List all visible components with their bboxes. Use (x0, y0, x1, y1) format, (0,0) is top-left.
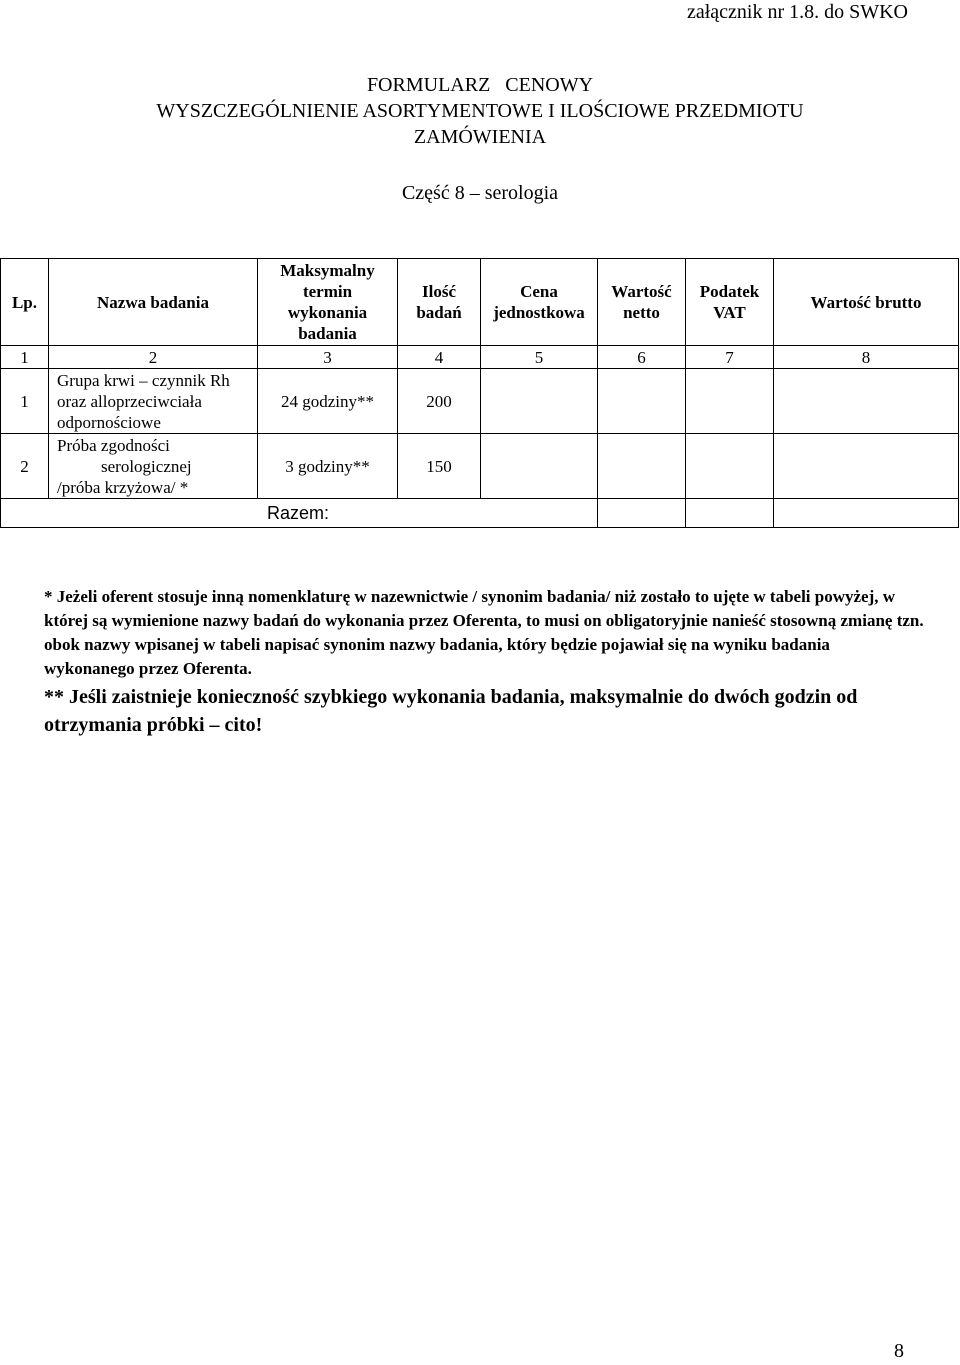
row-vat-cell (686, 434, 774, 499)
header-net-line-2: netto (623, 303, 660, 322)
row-qty: 150 (398, 434, 481, 499)
title-line-1: FORMULARZ CENOWY (366, 74, 594, 96)
header-term-line-2: termin (302, 282, 353, 301)
footnote-cito: ** Jeśli zaistnieje konieczność szybkiego wykonania badania, maksymalnie do dwóch godzin od otrzymania próbki – cito! (44, 686, 858, 736)
column-number: 1 (1, 346, 49, 369)
header-unit-price (481, 259, 598, 346)
header-unit-line-2: jednostkowa (493, 303, 585, 322)
total-gross-value-cell (774, 499, 959, 528)
row-test-name-line: /próba krzyżowa/ * (57, 477, 189, 497)
header-vat (686, 259, 774, 346)
column-number: 5 (481, 346, 598, 369)
total-row (1, 499, 959, 528)
table-row (1, 434, 959, 499)
header-unit-line-1: Cena (520, 282, 558, 301)
row-test-name-line: serologicznej (101, 456, 192, 476)
page-number: 8 (894, 1340, 904, 1362)
header-qty (398, 259, 481, 346)
row-term: 24 godziny** (258, 369, 398, 434)
header-term (258, 259, 398, 346)
row-unit-price-cell (481, 434, 598, 499)
footnotes (44, 585, 924, 739)
row-unit-price-cell (481, 369, 598, 434)
price-table (0, 258, 959, 528)
column-number: 8 (774, 346, 959, 369)
total-vat-cell (686, 499, 774, 528)
row-net-value-cell (598, 369, 686, 434)
row-term: 3 godziny** (258, 434, 398, 499)
row-lp: 2 (1, 434, 49, 499)
total-net-value-cell (598, 499, 686, 528)
header-row (1, 259, 959, 346)
header-net-value (598, 259, 686, 346)
column-number: 7 (686, 346, 774, 369)
row-test-name-line: Grupa krwi – czynnik Rh (57, 370, 230, 390)
column-number: 3 (258, 346, 398, 369)
row-test-name-line: oraz alloprzeciwciała (57, 391, 202, 411)
column-number: 6 (598, 346, 686, 369)
row-test-name (49, 434, 258, 499)
row-vat-cell (686, 369, 774, 434)
header-term-line-3: wykonania (287, 303, 368, 322)
column-number: 2 (49, 346, 258, 369)
header-name: Nazwa badania (49, 259, 258, 346)
header-term-line-1: Maksymalny (280, 261, 375, 280)
header-term-line-4: badania (298, 324, 357, 343)
title-line-3: ZAMÓWIENIA (413, 126, 547, 148)
header-net-line-1: Wartość (611, 282, 672, 301)
header-vat-line-1: Podatek (699, 282, 760, 301)
header-qty-line-2: badań (416, 303, 462, 322)
row-lp: 1 (1, 369, 49, 434)
title-line-2: WYSZCZEGÓLNIENIE ASORTYMENTOWE I ILOŚCIOWE PRZEDMIOTU (156, 100, 804, 122)
total-label: Razem: (1, 499, 598, 528)
row-qty: 200 (398, 369, 481, 434)
header-vat-line-2: VAT (713, 303, 746, 322)
row-test-name-line: odpornościowe (57, 412, 161, 432)
header-gross-value: Wartość brutto (774, 259, 959, 346)
row-test-name (49, 369, 258, 434)
header-lp: Lp. (1, 259, 49, 346)
footnote-synonym: * Jeżeli oferent stosuje inną nomenklaturę w nazewnictwie / synonim badania/ niż zostało to ujęte w tabeli powyżej, w której są wymienione nazwy badań do wykonania przez Oferenta, to musi on obligatoryjnie nanieść stosowną zmianę tzn. obok nazwy wpisanej w tabeli napisać synonim nazwy badania, który będzie pojawiał się na wyniku badania wykonanego przez Oferenta. (44, 587, 924, 678)
column-number: 4 (398, 346, 481, 369)
row-gross-value-cell (774, 369, 959, 434)
row-net-value-cell (598, 434, 686, 499)
part-title: Część 8 – serologia (401, 182, 559, 204)
row-test-name-line: Próba zgodności (57, 435, 170, 455)
form-title (0, 72, 960, 150)
column-number-row (1, 346, 959, 369)
attachment-label: załącznik nr 1.8. do SWKO (686, 1, 908, 23)
row-gross-value-cell (774, 434, 959, 499)
header-qty-line-1: Ilość (422, 282, 456, 301)
table-row (1, 369, 959, 434)
